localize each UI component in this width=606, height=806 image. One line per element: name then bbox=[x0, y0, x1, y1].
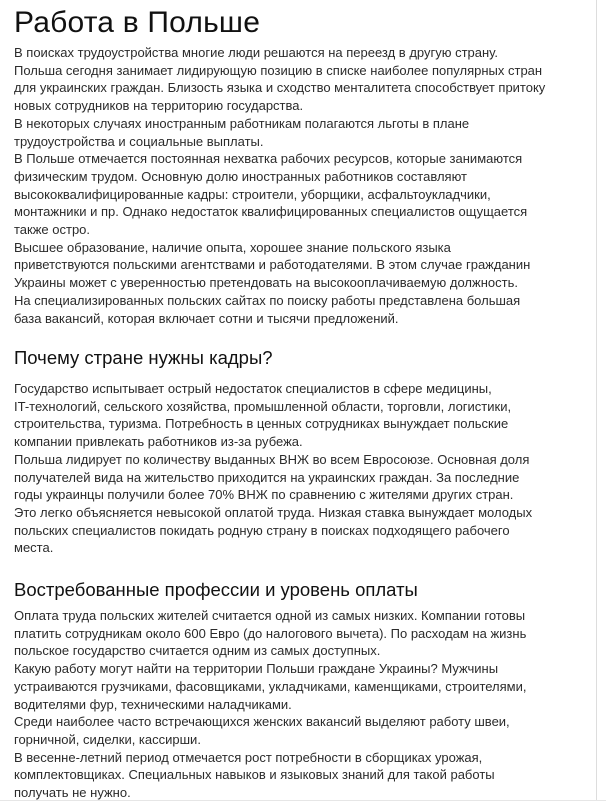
text-line: платить сотрудникам около 600 Евро (до налогового вычета). По расходам на жизнь bbox=[14, 625, 527, 641]
text-line: получать не нужно. bbox=[14, 785, 131, 801]
text-line: годы украинцы получили более 70% ВНЖ по сравнению с жителями других стран. bbox=[14, 487, 514, 503]
bottom-edge-divider bbox=[0, 800, 606, 806]
text-line: комплектовщиках. Специальных навыков и языковых знаний для такой работы bbox=[14, 767, 495, 783]
section-why-workers-text bbox=[14, 380, 584, 557]
page-title: Работа в Польше bbox=[14, 6, 261, 39]
text-line: Это легко объясняется невысокой оплатой труда. Низкая ставка вынуждает молодых bbox=[14, 504, 533, 520]
text-line: физическим трудом. Основную долю иностранных работников составляют bbox=[14, 168, 468, 184]
text-line: IT-технологий, сельского хозяйства, промышленной области, торговли, логистики, bbox=[14, 398, 512, 414]
text-line: строительства, туризма. Потребность в ценных сотрудниках вынуждает польские bbox=[14, 416, 509, 432]
text-line: польское государство считается одним из самых доступных. bbox=[14, 643, 381, 659]
section-heading-why-workers: Почему стране нужны кадры? bbox=[14, 347, 273, 368]
text-line: также остро. bbox=[14, 222, 91, 238]
text-line: В Польше отмечается постоянная нехватка рабочих ресурсов, которые занимаются bbox=[14, 151, 523, 167]
text-line: В некоторых случаях иностранным работникам полагаются льготы в плане bbox=[14, 115, 470, 131]
text-line: Государство испытывает острый недостаток специалистов в сфере медицины, bbox=[14, 381, 492, 396]
text-line: приветствуются польскими агентствами и работодателями. В этом случае гражданин bbox=[14, 257, 531, 273]
text-line: Украины может с уверенностью претендовать на высокооплачиваемую должность. bbox=[14, 275, 518, 291]
text-line: польских специалистов покидать родную страну в поисках подходящего рабочего bbox=[14, 522, 510, 538]
text-line: Оплата труда польских жителей считается одной из самых низких. Компании готовы bbox=[14, 608, 526, 623]
text-line: водителями фур, техническими наладчиками. bbox=[14, 696, 292, 712]
text-line: база вакансий, которая включает сотни и тысячи предложений. bbox=[14, 310, 399, 326]
text-line: трудоустройства и социальные выплаты. bbox=[14, 133, 264, 149]
text-line: получателей вида на жительство приходится на украинских граждан. За последние bbox=[14, 469, 520, 485]
text-line: На специализированных польских сайтах по поиску работы представлена большая bbox=[14, 292, 521, 308]
text-line: В поисках трудоустройства многие люди решаются на переезд в другую страну. bbox=[14, 45, 498, 60]
text-line: Какую работу могут найти на территории Польши граждане Украины? Мужчины bbox=[14, 661, 499, 677]
text-line: для украинских граждан. Близость языка и сходство менталитета способствует притоку bbox=[14, 80, 546, 96]
text-line: Польша сегодня занимает лидирующую позицию в списке наиболее популярных стран bbox=[14, 62, 543, 78]
section-professions-text bbox=[14, 607, 584, 802]
text-line: места. bbox=[14, 540, 54, 556]
text-line: устраиваются грузчиками, фасовщиками, укладчиками, каменщиками, строителями, bbox=[14, 678, 527, 694]
text-line: горничной, сиделки, кассирши. bbox=[14, 731, 201, 747]
intro-text bbox=[14, 44, 584, 327]
text-line: Польша лидирует по количеству выданных ВНЖ во всем Евросоюзе. Основная доля bbox=[14, 451, 530, 467]
text-line: новых сотрудников на территорию государства. bbox=[14, 98, 304, 114]
text-line: В весенне-летний период отмечается рост потребности в сборщиках урожая, bbox=[14, 749, 483, 765]
right-edge-divider bbox=[596, 0, 606, 806]
text-line: высококвалифицированные кадры: строители, уборщики, асфальтоукладчики, bbox=[14, 186, 491, 202]
text-line: Среди наиболее часто встречающихся женских вакансий выделяют работу швеи, bbox=[14, 714, 510, 730]
text-line: компании привлекать работников из-за рубежа. bbox=[14, 434, 303, 450]
section-heading-professions: Востребованные профессии и уровень оплаты bbox=[14, 579, 418, 600]
text-line: Высшее образование, наличие опыта, хорошее знание польского языка bbox=[14, 239, 451, 255]
text-line: монтажники и пр. Однако недостаток квалифицированных специалистов ощущается bbox=[14, 204, 528, 220]
